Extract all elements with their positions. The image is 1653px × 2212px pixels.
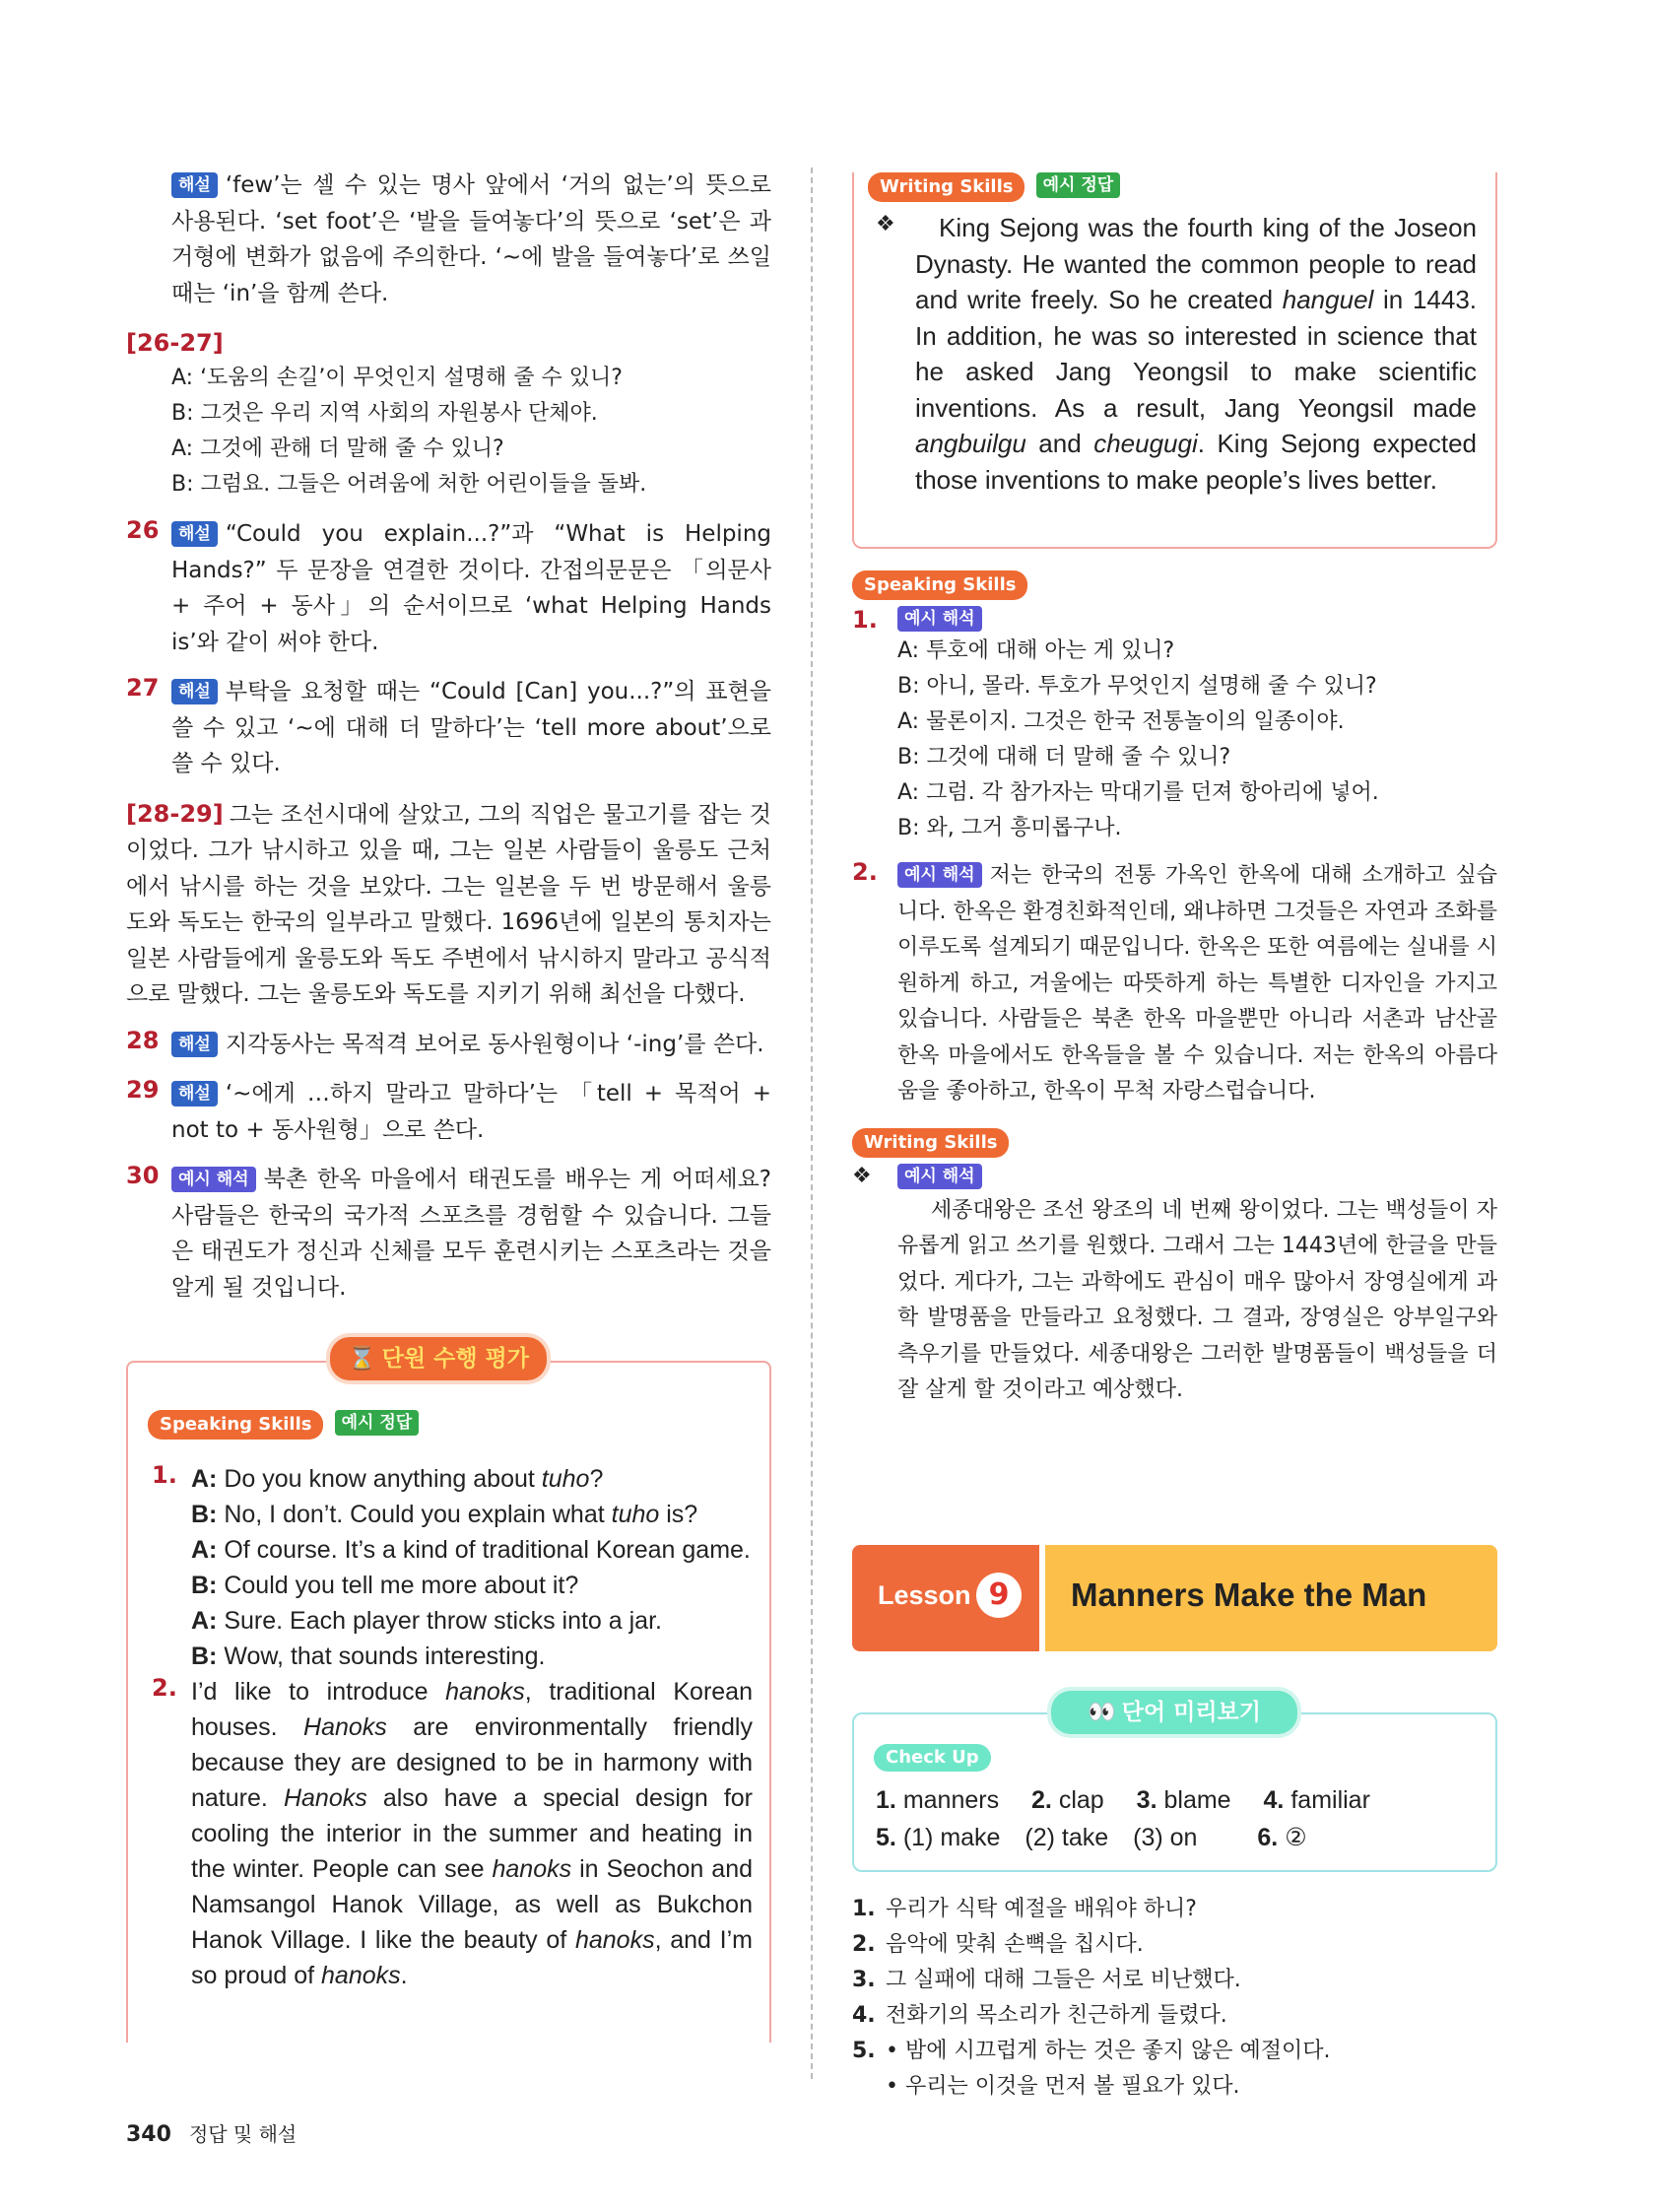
speaker: A: — [191, 1607, 225, 1635]
footer-label: 정답 및 해설 — [188, 2122, 298, 2146]
speaker: A: — [191, 1465, 225, 1493]
dialog-line: A: 그럼. 각 참가자는 막대기를 던져 항아리에 넣어. — [897, 780, 1379, 805]
dialog-line — [191, 1532, 753, 1568]
italic-term: hanguel — [1282, 285, 1374, 314]
list-number: 2. — [852, 1932, 876, 1957]
word-preview-box — [852, 1700, 1497, 1872]
tag-sample-translation: 예시 해석 — [897, 1164, 982, 1189]
writing-translation-text: 세종대왕은 조선 왕조의 네 번째 왕이었다. 그는 백성들이 자유롭게 읽고 쓰기를 원했다. 그래서 그는 1443년에 한글을 만들었다. 게다가, 그는 과학에도 관심이 매우 많아서 장영실에게 과학 발명품을 만들라고 요청했다. 그 결과, 장영실은 앙부일구와 측우기를 만들었다. 세종대왕은 그러한 발명품들이 백성들을 더 잘 살게 할 것이라고 예상했다. — [897, 1197, 1497, 1402]
list-item — [852, 1998, 1497, 2034]
tag-sample-translation: 예시 해석 — [897, 606, 982, 632]
question-29: 29 해설 ‘~에게 …하지 말라고 말하다’는 「tell + 목적어 + not to + 동사원형」으로 쓴다. — [126, 1076, 771, 1143]
lesson-banner — [852, 1545, 1497, 1651]
dialog-text: Do you know anything about — [224, 1465, 542, 1493]
text-run: in Seochon and Namsangol Hanok Village, as well as Bukchon Hanok Village. I like the beauty of — [191, 1855, 754, 1954]
page-number: 340 — [126, 2122, 171, 2147]
note-25: 해설 ‘few’는 셀 수 있는 명사 앞에서 ‘거의 없는’의 뜻으로 사용된다. ‘set foot’은 ‘발을 들여놓다’의 뜻으로 ‘set’은 과거형에 변화가 없음에 주의한다. ‘~에 발을 들여놓다’로 쓰일 때는 ‘in’을 함께 쓴다. — [171, 172, 771, 306]
dialog-line: A: 투호에 대해 아는 게 있니? — [897, 638, 1175, 663]
italic-term: hanoks — [321, 1962, 401, 1989]
check-up-label: Check Up — [874, 1744, 991, 1772]
lesson-title-panel — [1045, 1545, 1497, 1651]
eval-answer-1: 1. A: Do you know anything about tuho? B: No, I don’t. Could you explain what tuho is? A: Of course. It’s a kind of traditional Korean game. B: Could you tell me more about it? A: Sure. Each player throw sticks into a jar. B: Wow, that sounds interesting. — [152, 1461, 753, 1674]
dialog-line — [191, 1603, 753, 1639]
tag-explanation: 해설 — [171, 1032, 218, 1057]
text-run: , and I’m so proud of — [191, 1926, 753, 1989]
list-text: • 우리는 이것을 먼저 볼 필요가 있다. — [886, 2074, 1240, 2099]
question-number: 30 — [126, 1162, 160, 1189]
list-text: 우리가 식탁 예절을 배워야 하니? — [886, 1897, 1197, 1921]
text-run: King Sejong was the fourth king of the Joseon Dynasty. He wanted the common people to read and write freely. So he created — [915, 213, 1477, 314]
question-26: 26 해설 “Could you explain...?”과 “What is Helping Hands?” 두 문장을 연결한 것이다. 간접의문문은 「의문사 + 주어 + 동사」의 순서이므로 ‘what Helping Hands is’와 같이 써야 한다. — [126, 516, 771, 655]
check-up-row-1: 1. manners 2. clap 3. blame 4. familiar — [876, 1786, 1370, 1814]
dialog-text: Of course. It’s a kind of traditional Korean game. — [224, 1536, 751, 1564]
italic-term: Hanoks — [283, 1784, 367, 1812]
lesson-word: Lesson — [878, 1580, 971, 1610]
dialog-line — [191, 1639, 753, 1674]
speaking-skills-label: Speaking Skills — [852, 570, 1027, 600]
tag-sample-answer: 예시 정답 — [1036, 172, 1121, 198]
question-number: 28 — [126, 1026, 160, 1054]
list-number: 5. — [852, 2039, 876, 2063]
eval-dialog — [191, 1461, 753, 1674]
dialog-line: B: 그럼요. 그들은 어려움에 처한 어린이들을 돌봐. — [171, 472, 647, 497]
speaker: B: — [191, 1501, 225, 1528]
translation-list — [852, 1892, 1497, 2105]
question-27: 27 해설 부탁을 요청할 때는 “Could [Can] you...?”의 표현을 쓸 수 있고 ‘~에 대해 더 말하다’는 ‘tell more about’으로 쓸 수 있다. — [126, 674, 771, 776]
eval-answer-2: 2. I’d like to introduce hanoks, traditional Korean houses. Hanoks are environmentally friendly because they are designed to be in harmony with nature. Hanoks also have a special design for cooling the interior in the summer and heating in the winter. People can see hanoks in Seochon and Namsangol Hanok Village, as well as Bukchon Hanok Village. I like the beauty of hanoks, and I’m so proud of hanoks. — [152, 1674, 753, 1993]
writing-skills-box — [852, 172, 1497, 549]
dialog-line: A: 물론이지. 그것은 한국 전통놀이의 일종이야. — [897, 709, 1345, 734]
speaking-1: 1. 예시 해석 A: 투호에 대해 아는 게 있니? B: 아니, 몰라. 투호가 무엇인지 설명해 줄 수 있니? A: 물론이지. 그것은 한국 전통놀이의 일종이야. B: 그것에 대해 더 말해 줄 수 있니? A: 그럼. 각 참가자는 막대기를 던져 항아리에 넣어. B: 와, 그거 흥미롭구나. — [852, 606, 1497, 846]
list-item — [852, 1963, 1497, 1998]
unit-evaluation-box — [126, 1346, 771, 2043]
italic-term: tuho — [541, 1465, 590, 1493]
italic-term: tuho — [611, 1501, 660, 1528]
block-28-29: [28-29] 그는 조선시대에 살았고, 그의 직업은 물고기를 잡는 것이었다. 그가 낚시하고 있을 때, 그는 일본 사람들이 울릉도 근처에서 낚시를 하는 것을 보았다. 그는 일본을 두 번 방문해서 울릉도와 독도는 한국의 일부라고 말했다. 1696년에 일본의 통치자는 일본 사람들에게 울릉도와 독도 주변에서 낚시하지 말라고 공식적으로 말했다. 그는 울릉도와 독도를 지키기 위해 최선을 다했다. — [126, 799, 771, 1007]
italic-term: Hanoks — [303, 1713, 387, 1741]
speaking-skills-label: Speaking Skills — [148, 1410, 323, 1440]
text-run: are environmentally friendly because they are designed to be in harmony with nature. — [191, 1713, 753, 1812]
diamond-bullet-icon: ❖ — [852, 1163, 872, 1188]
list-text: 음악에 맞춰 손뼉을 칩시다. — [886, 1932, 1144, 1957]
speaker: B: — [191, 1572, 225, 1599]
italic-term: hanoks — [492, 1855, 572, 1883]
eyes-icon: 👀 — [1088, 1700, 1116, 1725]
writing-answer — [915, 210, 1477, 498]
tag-sample-translation: 예시 해석 — [171, 1167, 256, 1192]
block-26-27-label: [26-27] — [126, 329, 224, 357]
list-text: 그 실패에 대해 그들은 서로 비난했다. — [886, 1968, 1241, 1992]
list-number: 4. — [852, 2003, 876, 2028]
text-run: . King Sejong expected those inventions to make people’s lives better. — [915, 429, 1478, 495]
list-item — [852, 1927, 1497, 1963]
dialog-line — [191, 1497, 753, 1532]
italic-term: hanoks — [445, 1678, 525, 1706]
speaker: B: — [191, 1642, 225, 1670]
question-30: 30 예시 해석 북촌 한옥 마을에서 태권도를 배우는 게 어떠세요? 사람들은 한국의 국가적 스포츠를 경험할 수 있습니다. 그들은 태권도가 정신과 신체를 모두 훈련시키는 스포츠라는 것을 알게 될 것입니다. — [126, 1162, 771, 1301]
dialog-text: Wow, that sounds interesting. — [224, 1642, 546, 1670]
question-number: 26 — [126, 516, 160, 544]
list-number: 3. — [852, 1968, 876, 1992]
column-divider — [811, 168, 813, 2079]
tag-sample-translation: 예시 해석 — [897, 862, 982, 888]
lesson-number-panel — [852, 1545, 1039, 1651]
writing-skills-translation — [852, 1128, 1497, 1409]
dialog-text: Could you tell me more about it? — [224, 1572, 579, 1599]
translation-items — [852, 1892, 1497, 2105]
tag-explanation: 해설 — [171, 172, 218, 198]
speaking-2: 2. 예시 해석 저는 한국의 전통 가옥인 한옥에 대해 소개하고 싶습니다. 한옥은 환경친화적인데, 왜냐하면 그것들은 자연과 조화를 이루도록 설계되기 때문입니다. 한옥은 또한 여름에는 실내를 시원하게 하고, 겨울에는 따뜻하게 하는 특별한 디자인을 가지고 있습니다. 사람들은 북촌 한옥 마을뿐만 아니라 서촌과 남산골 한옥 마을에서도 한옥들을 볼 수 있습니다. 저는 한옥의 아름다움을 좋아하고, 한옥이 무척 자랑스럽습니다. — [852, 858, 1497, 1104]
list-number: 1. — [852, 1897, 876, 1921]
list-text: • 밤에 시끄럽게 하는 것은 좋지 않은 예절이다. — [886, 2039, 1331, 2063]
dialog-line — [191, 1461, 753, 1497]
eval-paragraph — [191, 1674, 753, 1993]
left-column — [126, 168, 771, 2043]
list-item — [852, 2069, 1497, 2105]
dialog-text: No, I don’t. Could you explain what — [224, 1501, 612, 1528]
writing-skills-header — [868, 172, 1128, 202]
dialog-line: B: 와, 그거 흥미롭구나. — [897, 816, 1122, 840]
check-up-row-2: 5. (1) make (2) take (3) on 6. ② — [876, 1824, 1307, 1851]
dialog-text: Sure. Each player throw sticks into a jar. — [224, 1607, 662, 1635]
italic-term: cheugugi — [1093, 429, 1198, 458]
text-run: . — [400, 1962, 408, 1989]
right-column — [852, 172, 1497, 1409]
italic-term: angbuilgu — [915, 429, 1026, 458]
list-item — [852, 2034, 1497, 2069]
block-26-27 — [126, 325, 771, 503]
dialog-line: A: 그것에 관해 더 말해 줄 수 있니? — [171, 436, 504, 461]
diamond-bullet-icon: ❖ — [876, 212, 895, 236]
tag-sample-answer: 예시 정답 — [335, 1410, 420, 1436]
text-run: , traditional Korean houses. — [191, 1678, 753, 1741]
check-up-answers — [876, 1781, 1370, 1856]
writing-translation-body — [852, 1164, 1497, 1409]
eval-header — [148, 1410, 427, 1440]
list-text: 전화기의 목소리가 친근하게 들렸다. — [886, 2003, 1227, 2028]
dialog-26-27 — [126, 361, 771, 503]
speaking-1-dialog — [897, 634, 1497, 846]
question-number: 27 — [126, 674, 160, 702]
dialog-line — [191, 1568, 753, 1603]
text-run: and — [1025, 429, 1094, 458]
page-footer — [126, 2118, 297, 2147]
lesson-number-badge: 9 — [976, 1573, 1022, 1618]
question-number: 29 — [126, 1076, 160, 1104]
lesson-title: Manners Make the Man — [1071, 1576, 1427, 1613]
list-item — [852, 1892, 1497, 1927]
block-28-29-label: [28-29] — [126, 799, 224, 828]
text-run: in 1443. In addition, he was so interested in science that he asked Jang Yeongsil to make scientific inventions. As a result, Jang Yeongsil made — [915, 285, 1478, 423]
speaker: A: — [191, 1536, 225, 1564]
tag-explanation: 해설 — [171, 1081, 218, 1106]
unit-evaluation-title: ⌛ 단원 수행 평가 — [330, 1337, 547, 1380]
question-28: 28 해설 지각동사는 목적격 보어로 동사원형이나 ‘-ing’를 쓴다. — [126, 1026, 764, 1057]
dialog-text: ? — [589, 1465, 604, 1493]
text-run: I’d like to introduce — [191, 1678, 446, 1706]
word-preview-title: 👀 단어 미리보기 — [1051, 1691, 1297, 1734]
italic-term: hanoks — [574, 1926, 655, 1954]
writing-skills-label: Writing Skills — [852, 1128, 1009, 1158]
speaking-skills-section — [852, 570, 1497, 1110]
dialog-line: B: 그것은 우리 지역 사회의 자원봉사 단체야. — [171, 401, 598, 426]
hourglass-icon: ⌛ — [348, 1346, 376, 1372]
dialog-text: is? — [659, 1501, 698, 1528]
tag-explanation: 해설 — [171, 679, 218, 704]
dialog-line: B: 그것에 대해 더 말해 줄 수 있니? — [897, 745, 1231, 770]
dialog-line: A: ‘도움의 손길’이 무엇인지 설명해 줄 수 있니? — [171, 366, 623, 390]
text-run: also have a special design for cooling the interior in the summer and heating in the winter. People can see — [191, 1784, 753, 1883]
tag-explanation: 해설 — [171, 521, 218, 547]
dialog-line: B: 아니, 몰라. 투호가 무엇인지 설명해 줄 수 있니? — [897, 674, 1377, 699]
writing-skills-label: Writing Skills — [868, 172, 1025, 202]
eval-answers — [152, 1461, 753, 1993]
